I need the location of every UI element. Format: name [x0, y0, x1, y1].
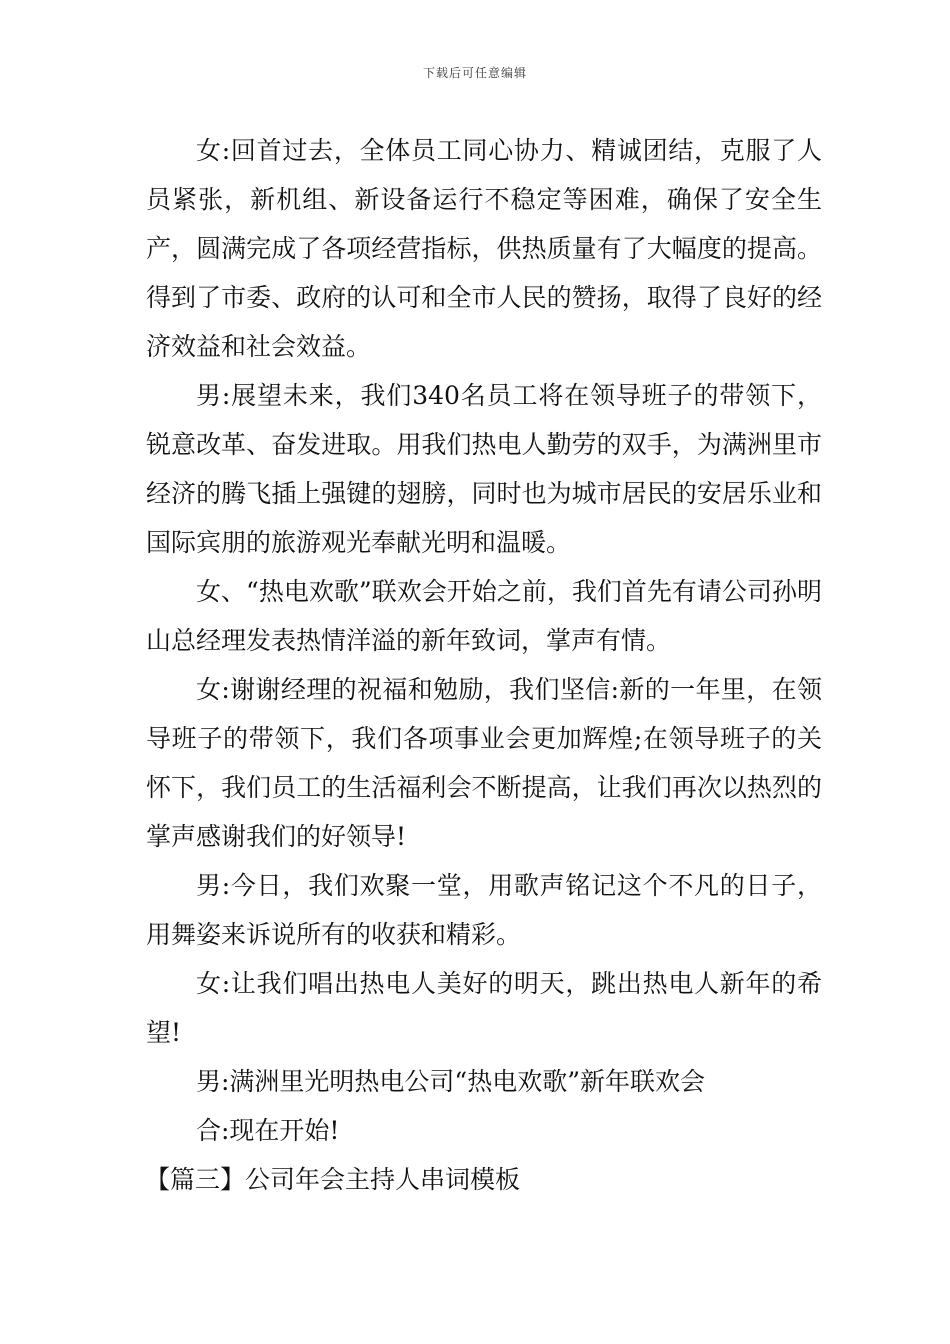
- paragraph-invite-speech: 女、“热电欢歌”联欢会开始之前，我们首先有请公司孙明山总经理发表热情洋溢的新年致词，掌声有情。: [146, 577, 822, 655]
- section-heading: 【篇三】公司年会主持人串词模板: [145, 1165, 521, 1194]
- paragraph-review: 女:回首过去，全体员工同心协力、精诚团结，克服了人员紧张，新机组、新设备运行不稳定等困难，确保了安全生产，圆满完成了各项经营指标，供热质量有了大幅度的提高。得到了市委、政府的认可和全市人民的赞扬，取得了良好的经济效益和社会效益。: [146, 136, 822, 361]
- document-body: [146, 126, 822, 1204]
- paragraph-start: 合:现在开始!: [196, 1116, 340, 1145]
- paragraph-thanks: 女:谢谢经理的祝福和勉励，我们坚信:新的一年里，在领导班子的带领下，我们各项事业会更加辉煌;在领导班子的关怀下，我们员工的生活福利会不断提高，让我们再次以热烈的掌声感谢我们的好领导!: [146, 675, 822, 851]
- paragraph-gathering: 男:今日，我们欢聚一堂，用歌声铭记这个不凡的日子，用舞姿来诉说所有的收获和精彩。: [146, 871, 822, 949]
- paragraph-event-name: 男:满洲里光明热电公司“热电欢歌”新年联欢会: [196, 1067, 705, 1096]
- paragraph-outlook: 男:展望未来，我们340名员工将在领导班子的带领下，锐意改革、奋发进取。用我们热电人勤劳的双手，为满洲里市经济的腾飞插上强键的翅膀，同时也为城市居民的安居乐业和国际宾朋的旅游观光奉献光明和温暖。: [146, 381, 822, 557]
- paragraph-sing: 女:让我们唱出热电人美好的明天，跳出热电人新年的希望!: [146, 969, 822, 1047]
- page-header-note: 下载后可任意编辑: [422, 66, 527, 80]
